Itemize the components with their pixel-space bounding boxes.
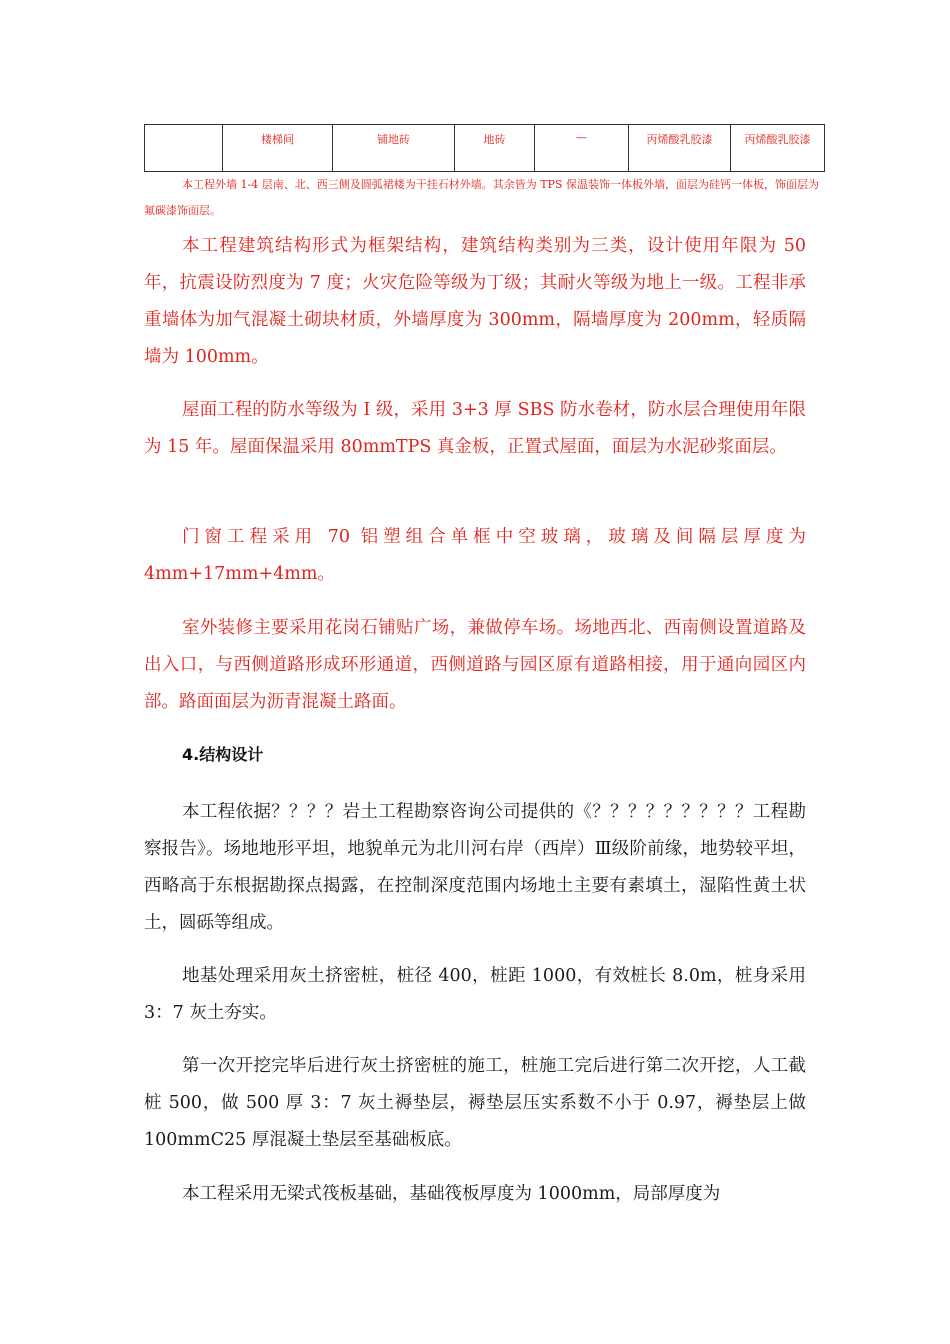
table-row [145,125,825,172]
paragraph-exterior: 室外装修主要采用花岗石铺贴广场，兼做停车场。场地西北、西南侧设置道路及出入口，与西侧道路形成环形通道，西侧道路与园区原有道路相接，用于通向园区内部。路面面层为沥青混凝土路面。 [144,618,806,712]
table-cell: — [535,125,629,172]
paragraph-raft-foundation: 本工程采用无梁式筏板基础，基础筏板厚度为 1000mm，局部厚度为 [182,1184,721,1204]
table-cell: 铺地砖 [333,125,455,172]
finish-schedule-table [144,124,825,172]
paragraph-survey: 本工程依据？？？？岩土工程勘察咨询公司提供的《？？？？？？？？？工程勘察报告》。场地地形平坦，地貌单元为北川河右岸（西岸）Ⅲ级阶前缘，地势较平坦，西略高于东根据勘探点揭露，在控制深度范围内场地土主要有素填土，湿陷性黄土状土，圆砾等组成。 [144,802,806,933]
section-heading: 4.结构设计 [182,745,264,764]
table-cell: 丙烯酸乳胶漆 [731,125,825,172]
paragraph-structure: 本工程建筑结构形式为框架结构，建筑结构类别为三类，设计使用年限为 50 年，抗震设防烈度为 7 度；火灾危险等级为丁级；其耐火等级为地上一级。工程非承重墙体为加气混凝土砌块材质，外墙厚度为 300mm，隔墙厚度为 200mm，轻质隔墙为 100mm。 [144,236,806,367]
paragraph-excavation: 第一次开挖完毕后进行灰土挤密桩的施工，桩施工完后进行第二次开挖，人工截桩 500，做 500 厚 3：7 灰土褥垫层，褥垫层压实系数不小于 0.97，褥垫层上做 100mmC25 厚混凝土垫层至基础板底。 [144,1056,806,1150]
table-note: 本工程外墙 1-4 层南、北、西三侧及圆弧裙楼为干挂石材外墙。其余皆为 TPS 保温装饰一体板外墙，面层为硅钙一体板，饰面层为氟碳漆饰面层。 [144,178,819,217]
paragraph-foundation-treatment: 地基处理采用灰土挤密桩，桩径 400，桩距 1000，有效桩长 8.0m，桩身采用 3：7 灰土夯实。 [144,966,806,1023]
table-cell: 丙烯酸乳胶漆 [629,125,731,172]
table-cell [145,125,223,172]
paragraph-windows: 门窗工程采用 70 铝塑组合单框中空玻璃，玻璃及间隔层厚度为 4mm+17mm+4mm。 [144,527,806,584]
paragraph-roof: 屋面工程的防水等级为 I 级，采用 3+3 厚 SBS 防水卷材，防水层合理使用年限为 15 年。屋面保温采用 80mmTPS 真金板，正置式屋面，面层为水泥砂浆面层。 [144,400,806,457]
table-cell: 楼梯间 [223,125,333,172]
table-cell: 地砖 [455,125,535,172]
